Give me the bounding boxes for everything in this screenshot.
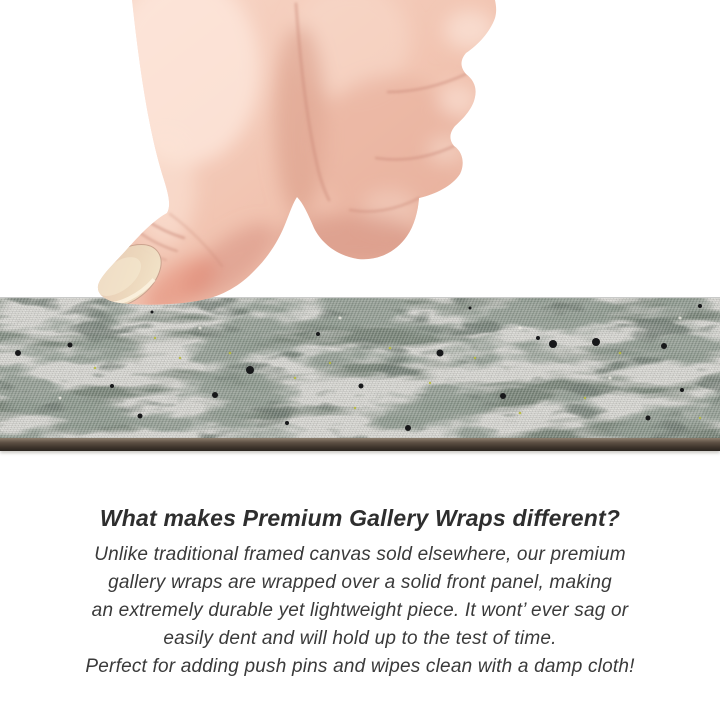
body-line: gallery wraps are wrapped over a solid front panel, making	[108, 572, 612, 593]
section-heading: What makes Premium Gallery Wraps different?	[99, 505, 621, 531]
section-body	[0, 541, 720, 681]
body-line: easily dent and will hold up to the test of time.	[163, 628, 557, 649]
body-line: Perfect for adding push pins and wipes clean with a damp cloth!	[85, 656, 635, 677]
paint-speckles	[0, 298, 720, 439]
canvas-face	[0, 297, 720, 439]
canvas-wrap-edge-photo	[0, 297, 720, 457]
hand-pressing-thumb-photo	[50, 0, 510, 310]
body-line: Unlike traditional framed canvas sold elsewhere, our premium	[94, 544, 626, 565]
info-section	[0, 503, 720, 681]
body-line: an extremely durable yet lightweight piece. It wont’ ever sag or	[91, 600, 629, 621]
panel-side-edge	[0, 438, 720, 451]
